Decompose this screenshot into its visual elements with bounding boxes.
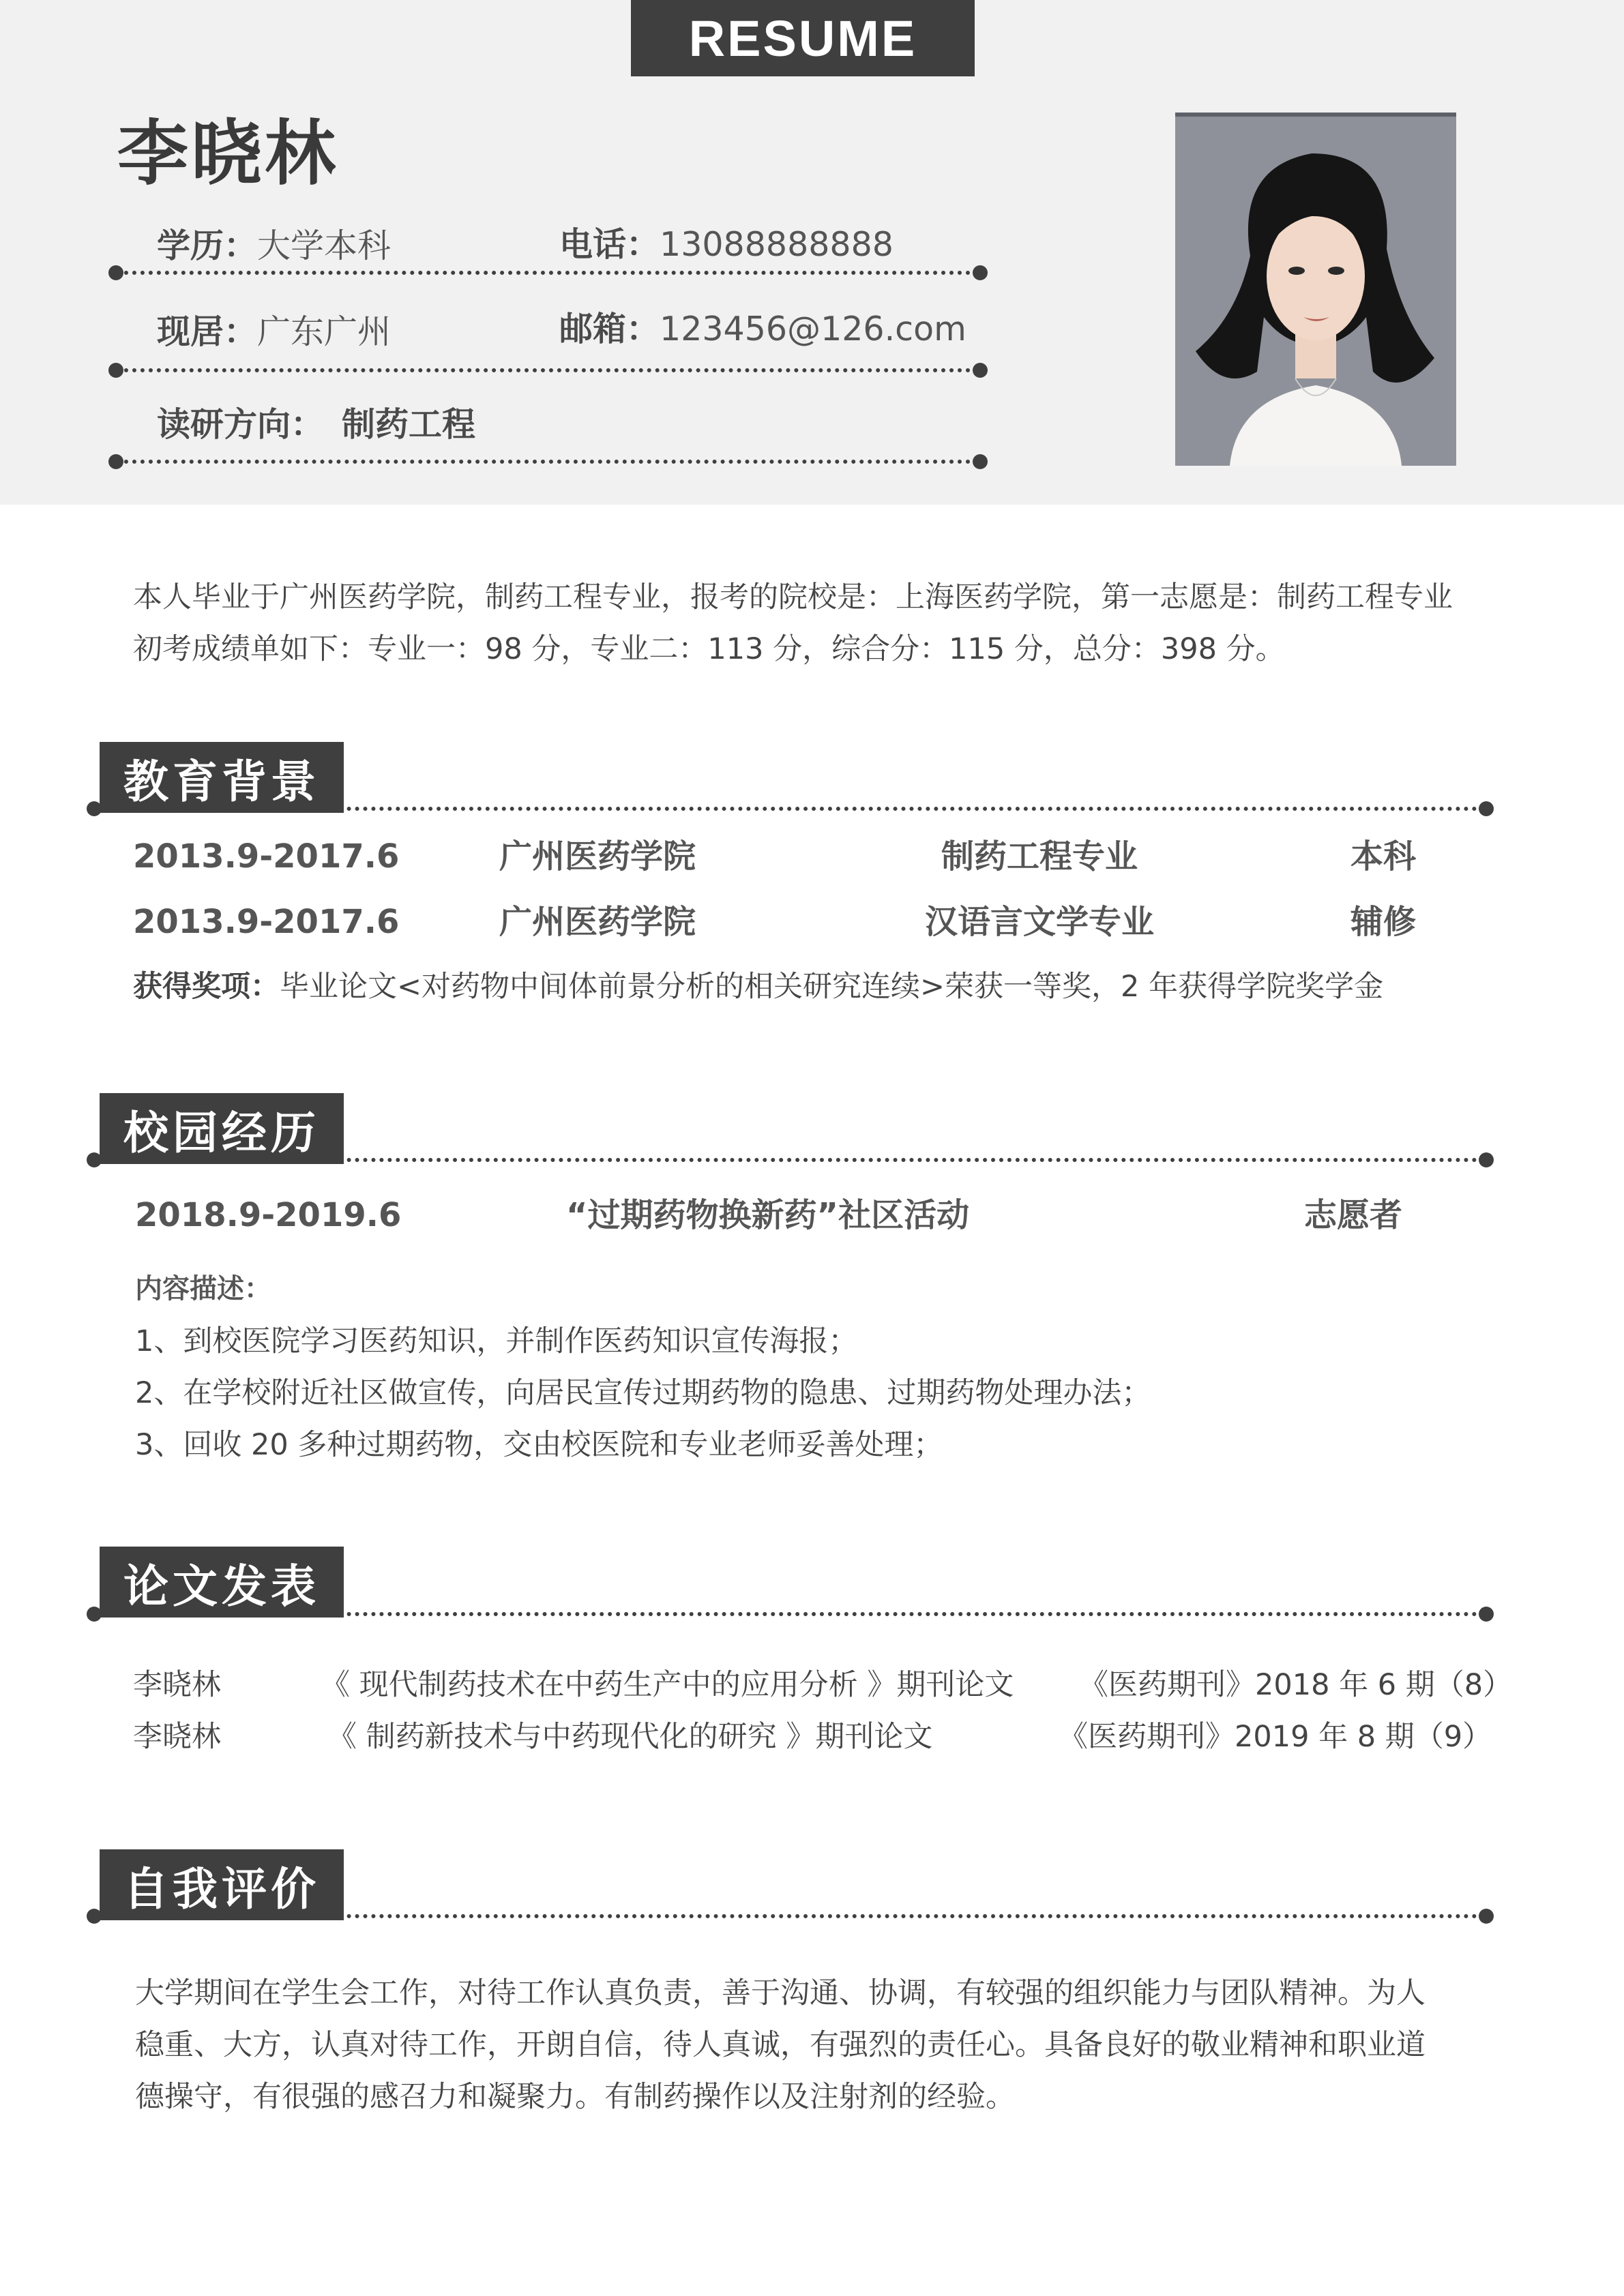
divider-dot xyxy=(87,1909,102,1924)
self-eval-line: 大学期间在学生会工作，对待工作认真负责，善于沟通、协调，有较强的组织能力与团队精神。为人 xyxy=(135,1976,1426,2010)
section-title-papers: 论文发表 xyxy=(100,1547,344,1617)
divider-dot xyxy=(108,363,123,378)
paper-title: 《 现代制药技术在中药生产中的应用分析 》期刊论文 xyxy=(321,1668,1014,1702)
paper-author: 李晓林 xyxy=(133,1668,221,1702)
section-divider xyxy=(94,807,1486,811)
section-title-campus: 校园经历 xyxy=(100,1093,344,1164)
campus-item: 1、到校医院学习医药知识，并制作医药知识宣传海报； xyxy=(135,1324,858,1358)
education-period: 2013.9-2017.6 xyxy=(133,903,400,941)
residence-label: 现居： xyxy=(157,312,258,351)
divider-dot xyxy=(973,454,988,469)
campus-role: 志愿者 xyxy=(1304,1196,1403,1234)
education-school: 广州医药学院 xyxy=(499,903,696,941)
education-info xyxy=(157,226,392,265)
residence-value: 广东广州 xyxy=(257,312,392,351)
divider xyxy=(116,460,979,464)
residence-info xyxy=(157,312,392,351)
section-title-education: 教育背景 xyxy=(100,742,344,813)
education-period: 2013.9-2017.6 xyxy=(133,837,400,876)
divider-dot xyxy=(87,1607,102,1622)
divider-dot xyxy=(1479,1152,1494,1167)
intro-line: 初考成绩单如下：专业一：98 分，专业二：113 分，综合分：115 分，总分：398 分。 xyxy=(133,632,1285,666)
paper-journal: 《医药期刊》2019 年 8 期（9） xyxy=(1059,1720,1492,1754)
divider-dot xyxy=(973,265,988,280)
profile-photo xyxy=(1175,113,1456,466)
direction-label: 读研方向： xyxy=(157,405,325,444)
section-divider xyxy=(94,1914,1486,1918)
section-divider xyxy=(94,1158,1486,1162)
divider-dot xyxy=(1479,801,1494,816)
campus-period: 2018.9-2019.6 xyxy=(135,1196,402,1234)
education-degree: 辅修 xyxy=(1350,903,1417,941)
education-major: 制药工程专业 xyxy=(941,837,1138,876)
education-label: 学历： xyxy=(157,226,258,265)
education-major: 汉语言文学专业 xyxy=(925,903,1155,941)
campus-activity: “过期药物换新药”社区活动 xyxy=(566,1196,970,1234)
intro-line: 本人毕业于广州医药学院，制药工程专业，报考的院校是：上海医药学院，第一志愿是：制药工程专业 xyxy=(133,580,1453,614)
campus-item: 3、回收 20 多种过期药物，交由校医院和专业老师妥善处理； xyxy=(135,1428,943,1462)
awards-label: 获得奖项： xyxy=(133,970,280,1004)
education-value: 大学本科 xyxy=(257,226,392,265)
phone-label: 电话： xyxy=(559,225,660,264)
divider-dot xyxy=(87,801,102,816)
divider xyxy=(116,271,979,275)
divider xyxy=(116,368,979,372)
awards-text: 毕业论文<对药物中间体前景分析的相关研究连续>荣获一等奖，2 年获得学院奖学金 xyxy=(280,970,1384,1004)
paper-author: 李晓林 xyxy=(133,1720,221,1754)
education-school: 广州医药学院 xyxy=(499,837,696,876)
campus-item: 2、在学校附近社区做宣传，向居民宣传过期药物的隐患、过期药物处理办法； xyxy=(135,1376,1151,1410)
intro-paragraph xyxy=(133,571,1497,675)
divider-dot xyxy=(1479,1909,1494,1924)
campus-desc-label: 内容描述： xyxy=(135,1273,271,1304)
divider-dot xyxy=(108,454,123,469)
direction-value: 制药工程 xyxy=(342,405,476,444)
section-title-self-eval: 自我评价 xyxy=(100,1849,344,1920)
candidate-name: 李晓林 xyxy=(117,112,339,195)
phone-value: 13088888888 xyxy=(660,225,894,264)
divider-dot xyxy=(108,265,123,280)
email-label: 邮箱： xyxy=(559,310,660,348)
direction-info xyxy=(157,405,476,444)
paper-journal: 《医药期刊》2018 年 6 期（8） xyxy=(1079,1668,1513,1702)
section-divider xyxy=(94,1612,1486,1616)
phone-info xyxy=(559,225,894,264)
divider-dot xyxy=(87,1152,102,1167)
resume-label: RESUME xyxy=(631,0,975,76)
awards-line xyxy=(133,972,1383,1002)
self-eval-line: 德操守，有很强的感召力和凝聚力。有制药操作以及注射剂的经验。 xyxy=(135,2080,1015,2114)
email-info xyxy=(559,312,966,346)
divider-dot xyxy=(973,363,988,378)
divider-dot xyxy=(1479,1607,1494,1622)
email-value: 123456@126.com xyxy=(660,310,966,348)
self-eval-line: 稳重、大方，认真对待工作，开朗自信，待人真诚，有强烈的责任心。具备良好的敬业精神和职业道 xyxy=(135,2028,1426,2062)
paper-title: 《 制药新技术与中药现代化的研究 》期刊论文 xyxy=(327,1720,933,1754)
education-degree: 本科 xyxy=(1350,837,1417,876)
